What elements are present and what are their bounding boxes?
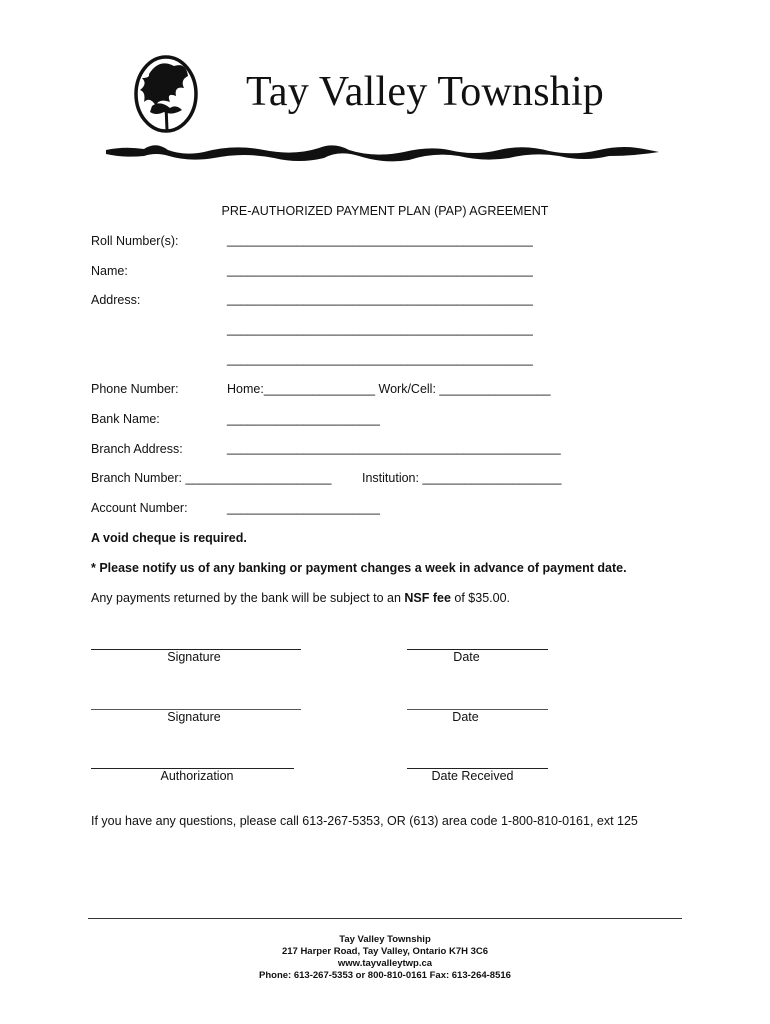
- footer-address: 217 Harper Road, Tay Valley, Ontario K7H 3C6: [281, 946, 489, 957]
- address-field-2[interactable]: ____________________________________________: [227, 322, 533, 336]
- footer-org: Tay Valley Township: [339, 934, 431, 945]
- phone-label: Phone Number:: [91, 382, 179, 396]
- signature-caption-2: Signature: [167, 710, 221, 724]
- name-label: Name:: [91, 264, 128, 278]
- notify-note: * Please notify us of any banking or payment changes a week in advance of payment date.: [91, 561, 627, 575]
- account-number-field[interactable]: ______________________: [227, 501, 380, 515]
- nsf-fee: NSF fee: [404, 591, 451, 605]
- branch-address-field[interactable]: ________________________________________________: [227, 441, 561, 455]
- void-cheque-note: A void cheque is required.: [91, 531, 247, 545]
- account-number-label: Account Number:: [91, 501, 188, 515]
- footer-phone: Phone: 613-267-5353 or 800-810-0161 Fax: 613-264-8516: [259, 970, 511, 981]
- roll-number-field[interactable]: ____________________________________________: [227, 233, 533, 247]
- branch-address-label: Branch Address:: [91, 442, 183, 456]
- institution-field[interactable]: Institution: ____________________: [362, 471, 562, 485]
- nsf-note: [91, 591, 510, 605]
- phone-field[interactable]: Home:________________ Work/Cell: ________________: [227, 382, 551, 396]
- form-title: PRE-AUTHORIZED PAYMENT PLAN (PAP) AGREEMENT: [221, 204, 549, 218]
- name-field[interactable]: ____________________________________________: [227, 263, 533, 277]
- date-received-caption: Date Received: [431, 769, 514, 783]
- address-field-1[interactable]: ____________________________________________: [227, 292, 533, 306]
- bank-name-label: Bank Name:: [91, 412, 160, 426]
- footer-website[interactable]: www.tayvalleytwp.ca: [337, 958, 433, 969]
- signature-caption-1: Signature: [167, 650, 221, 664]
- branch-number-field[interactable]: Branch Number: _____________________: [91, 471, 332, 485]
- footer-divider: [88, 918, 682, 919]
- bank-name-field[interactable]: ______________________: [227, 412, 380, 426]
- authorization-caption: Authorization: [160, 769, 234, 783]
- date-caption-2: Date: [452, 710, 479, 724]
- logo-text: Tay Valley Township: [246, 69, 605, 115]
- date-caption-1: Date: [453, 650, 480, 664]
- address-field-3[interactable]: ____________________________________________: [227, 352, 533, 366]
- roll-number-label: Roll Number(s):: [91, 234, 179, 248]
- nsf-prefix: Any payments returned by the bank will be subject to an: [91, 591, 405, 605]
- contact-note: If you have any questions, please call 613-267-5353, OR (613) area code 1-800-810-0161, ext 125: [91, 814, 638, 828]
- nsf-suffix: of $35.00.: [450, 591, 510, 605]
- address-label: Address:: [91, 293, 141, 307]
